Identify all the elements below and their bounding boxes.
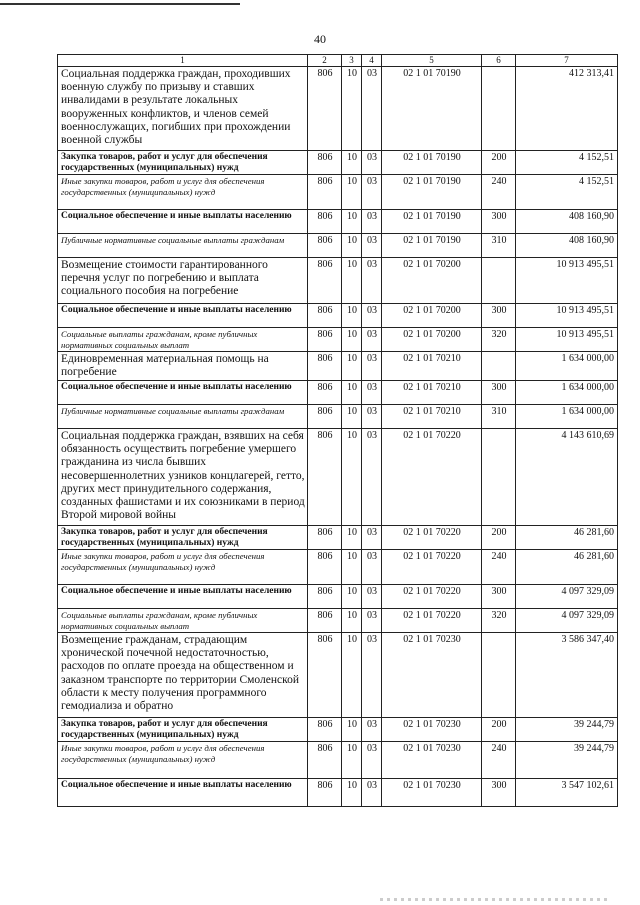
ved-cell: 806 (308, 258, 342, 304)
amount-cell: 4 097 329,09 (516, 585, 618, 609)
expense-type-cell: 320 (482, 328, 516, 352)
ved-cell: 806 (308, 328, 342, 352)
header-row (58, 55, 618, 67)
subsection-cell: 03 (362, 175, 382, 210)
row-name-cell: Возмещение гражданам, страдающим хронической почечной недостаточностью, расходов по оплате проезда на общественном и заказном транспорте по территории Смоленской области к месту получения программного гемодиализа и обратно (58, 633, 308, 718)
section-cell: 10 (342, 585, 362, 609)
header-cell-5: 5 (382, 55, 482, 67)
ved-cell: 806 (308, 210, 342, 234)
section-cell: 10 (342, 258, 362, 304)
table-row (58, 429, 618, 526)
header-cell-2: 2 (308, 55, 342, 67)
expense-type-cell: 200 (482, 151, 516, 175)
subsection-cell: 03 (362, 258, 382, 304)
row-name-cell: Иные закупки товаров, работ и услуг для обеспечения государственных (муниципальных) нужд (58, 742, 308, 779)
expense-type-cell (482, 429, 516, 526)
section-cell: 10 (342, 429, 362, 526)
table-row (58, 718, 618, 742)
row-name-cell: Социальное обеспечение и иные выплаты населению (58, 210, 308, 234)
subsection-cell: 03 (362, 234, 382, 258)
expense-type-cell (482, 258, 516, 304)
amount-cell: 46 281,60 (516, 550, 618, 585)
section-cell: 10 (342, 742, 362, 779)
row-name-cell: Социальная поддержка граждан, проходивших военную службу по призыву и ставших инвалидами в результате локальных вооруженных конфликтов, и членов семей военнослужащих, погибших при прохождении военной службы (58, 67, 308, 151)
section-cell: 10 (342, 151, 362, 175)
table-row (58, 609, 618, 633)
amount-cell: 10 913 495,51 (516, 328, 618, 352)
expense-type-cell: 240 (482, 742, 516, 779)
expense-type-cell: 200 (482, 526, 516, 550)
row-name-cell: Возмещение стоимости гарантированного перечня услуг по погребению и выплата социального пособия на погребение (58, 258, 308, 304)
amount-cell: 4 152,51 (516, 175, 618, 210)
subsection-cell: 03 (362, 328, 382, 352)
target-article-cell: 02 1 01 70190 (382, 175, 482, 210)
budget-table (57, 54, 618, 807)
header-cell-4: 4 (362, 55, 382, 67)
ved-cell: 806 (308, 633, 342, 718)
amount-cell: 3 586 347,40 (516, 633, 618, 718)
section-cell: 10 (342, 405, 362, 429)
table-row (58, 381, 618, 405)
expense-type-cell: 300 (482, 381, 516, 405)
target-article-cell: 02 1 01 70210 (382, 352, 482, 381)
ved-cell: 806 (308, 585, 342, 609)
amount-cell: 1 634 000,00 (516, 381, 618, 405)
expense-type-cell: 320 (482, 609, 516, 633)
ved-cell: 806 (308, 381, 342, 405)
table-row (58, 779, 618, 807)
table-row (58, 175, 618, 210)
table-row (58, 633, 618, 718)
table-row (58, 304, 618, 328)
section-cell: 10 (342, 234, 362, 258)
row-name-cell: Социальное обеспечение и иные выплаты населению (58, 381, 308, 405)
subsection-cell: 03 (362, 550, 382, 585)
section-cell: 10 (342, 526, 362, 550)
row-name-cell: Иные закупки товаров, работ и услуг для обеспечения государственных (муниципальных) нужд (58, 550, 308, 585)
ved-cell: 806 (308, 175, 342, 210)
target-article-cell: 02 1 01 70220 (382, 550, 482, 585)
target-article-cell: 02 1 01 70220 (382, 526, 482, 550)
subsection-cell: 03 (362, 779, 382, 807)
subsection-cell: 03 (362, 633, 382, 718)
amount-cell: 4 152,51 (516, 151, 618, 175)
header-cell-7: 7 (516, 55, 618, 67)
target-article-cell: 02 1 01 70220 (382, 429, 482, 526)
ved-cell: 806 (308, 742, 342, 779)
target-article-cell: 02 1 01 70220 (382, 585, 482, 609)
ved-cell: 806 (308, 718, 342, 742)
row-name-cell: Закупка товаров, работ и услуг для обеспечения государственных (муниципальных) нужд (58, 718, 308, 742)
table-row (58, 585, 618, 609)
expense-type-cell (482, 67, 516, 151)
row-name-cell: Иные закупки товаров, работ и услуг для обеспечения государственных (муниципальных) нужд (58, 175, 308, 210)
expense-type-cell: 200 (482, 718, 516, 742)
table-row (58, 151, 618, 175)
expense-type-cell: 300 (482, 585, 516, 609)
ved-cell: 806 (308, 67, 342, 151)
section-cell: 10 (342, 550, 362, 585)
target-article-cell: 02 1 01 70220 (382, 609, 482, 633)
table-row (58, 328, 618, 352)
table-row (58, 352, 618, 381)
table-row (58, 258, 618, 304)
amount-cell: 412 313,41 (516, 67, 618, 151)
expense-type-cell: 240 (482, 175, 516, 210)
row-name-cell: Социальные выплаты гражданам, кроме публичных нормативных социальных выплат (58, 609, 308, 633)
section-cell: 10 (342, 718, 362, 742)
row-name-cell: Социальные выплаты гражданам, кроме публичных нормативных социальных выплат (58, 328, 308, 352)
amount-cell: 1 634 000,00 (516, 405, 618, 429)
expense-type-cell: 300 (482, 304, 516, 328)
row-name-cell: Социальное обеспечение и иные выплаты населению (58, 304, 308, 328)
amount-cell: 4 097 329,09 (516, 609, 618, 633)
ved-cell: 806 (308, 405, 342, 429)
section-cell: 10 (342, 304, 362, 328)
target-article-cell: 02 1 01 70230 (382, 779, 482, 807)
expense-type-cell: 310 (482, 234, 516, 258)
amount-cell: 3 547 102,61 (516, 779, 618, 807)
row-name-cell: Публичные нормативные социальные выплаты гражданам (58, 405, 308, 429)
target-article-cell: 02 1 01 70230 (382, 742, 482, 779)
ved-cell: 806 (308, 550, 342, 585)
expense-type-cell: 310 (482, 405, 516, 429)
header-cell-1: 1 (58, 55, 308, 67)
amount-cell: 10 913 495,51 (516, 258, 618, 304)
amount-cell: 1 634 000,00 (516, 352, 618, 381)
subsection-cell: 03 (362, 381, 382, 405)
section-cell: 10 (342, 328, 362, 352)
row-name-cell: Социальное обеспечение и иные выплаты населению (58, 585, 308, 609)
table-row (58, 526, 618, 550)
section-cell: 10 (342, 175, 362, 210)
target-article-cell: 02 1 01 70210 (382, 405, 482, 429)
target-article-cell: 02 1 01 70190 (382, 67, 482, 151)
ved-cell: 806 (308, 429, 342, 526)
subsection-cell: 03 (362, 210, 382, 234)
table-row (58, 210, 618, 234)
subsection-cell: 03 (362, 742, 382, 779)
subsection-cell: 03 (362, 67, 382, 151)
subsection-cell: 03 (362, 526, 382, 550)
section-cell: 10 (342, 352, 362, 381)
subsection-cell: 03 (362, 585, 382, 609)
target-article-cell: 02 1 01 70190 (382, 151, 482, 175)
expense-type-cell: 300 (482, 210, 516, 234)
subsection-cell: 03 (362, 352, 382, 381)
header-cell-3: 3 (342, 55, 362, 67)
subsection-cell: 03 (362, 609, 382, 633)
ved-cell: 806 (308, 151, 342, 175)
table-row (58, 405, 618, 429)
ved-cell: 806 (308, 352, 342, 381)
ved-cell: 806 (308, 609, 342, 633)
table-row (58, 742, 618, 779)
scan-artifact (380, 898, 610, 901)
expense-type-cell: 300 (482, 779, 516, 807)
expense-type-cell (482, 352, 516, 381)
expense-type-cell (482, 633, 516, 718)
subsection-cell: 03 (362, 405, 382, 429)
amount-cell: 408 160,90 (516, 210, 618, 234)
table-row (58, 234, 618, 258)
section-cell: 10 (342, 381, 362, 405)
subsection-cell: 03 (362, 304, 382, 328)
table-row (58, 550, 618, 585)
subsection-cell: 03 (362, 718, 382, 742)
target-article-cell: 02 1 01 70200 (382, 328, 482, 352)
target-article-cell: 02 1 01 70200 (382, 304, 482, 328)
section-cell: 10 (342, 633, 362, 718)
section-cell: 10 (342, 609, 362, 633)
page-number: 40 (314, 32, 326, 46)
amount-cell: 408 160,90 (516, 234, 618, 258)
amount-cell: 10 913 495,51 (516, 304, 618, 328)
subsection-cell: 03 (362, 429, 382, 526)
amount-cell: 39 244,79 (516, 718, 618, 742)
row-name-cell: Социальное обеспечение и иные выплаты населению (58, 779, 308, 807)
row-name-cell: Социальная поддержка граждан, взявших на себя обязанность осуществить погребение умершего гражданина из числа бывших несовершеннолетних узников концлагерей, гетто, других мест принудительного содержания, созданных фашистами и их союзниками в период Второй мировой войны (58, 429, 308, 526)
section-cell: 10 (342, 779, 362, 807)
expense-type-cell: 240 (482, 550, 516, 585)
section-cell: 10 (342, 67, 362, 151)
amount-cell: 4 143 610,69 (516, 429, 618, 526)
ved-cell: 806 (308, 304, 342, 328)
header-cell-6: 6 (482, 55, 516, 67)
amount-cell: 46 281,60 (516, 526, 618, 550)
row-name-cell: Единовременная материальная помощь на погребение (58, 352, 308, 381)
row-name-cell: Публичные нормативные социальные выплаты гражданам (58, 234, 308, 258)
table-body (58, 67, 618, 807)
target-article-cell: 02 1 01 70230 (382, 633, 482, 718)
amount-cell: 39 244,79 (516, 742, 618, 779)
target-article-cell: 02 1 01 70230 (382, 718, 482, 742)
target-article-cell: 02 1 01 70190 (382, 210, 482, 234)
table-row (58, 67, 618, 151)
row-name-cell: Закупка товаров, работ и услуг для обеспечения государственных (муниципальных) нужд (58, 151, 308, 175)
ved-cell: 806 (308, 234, 342, 258)
target-article-cell: 02 1 01 70190 (382, 234, 482, 258)
target-article-cell: 02 1 01 70200 (382, 258, 482, 304)
ved-cell: 806 (308, 779, 342, 807)
section-cell: 10 (342, 210, 362, 234)
top-rule (0, 3, 240, 5)
ved-cell: 806 (308, 526, 342, 550)
target-article-cell: 02 1 01 70210 (382, 381, 482, 405)
subsection-cell: 03 (362, 151, 382, 175)
row-name-cell: Закупка товаров, работ и услуг для обеспечения государственных (муниципальных) нужд (58, 526, 308, 550)
